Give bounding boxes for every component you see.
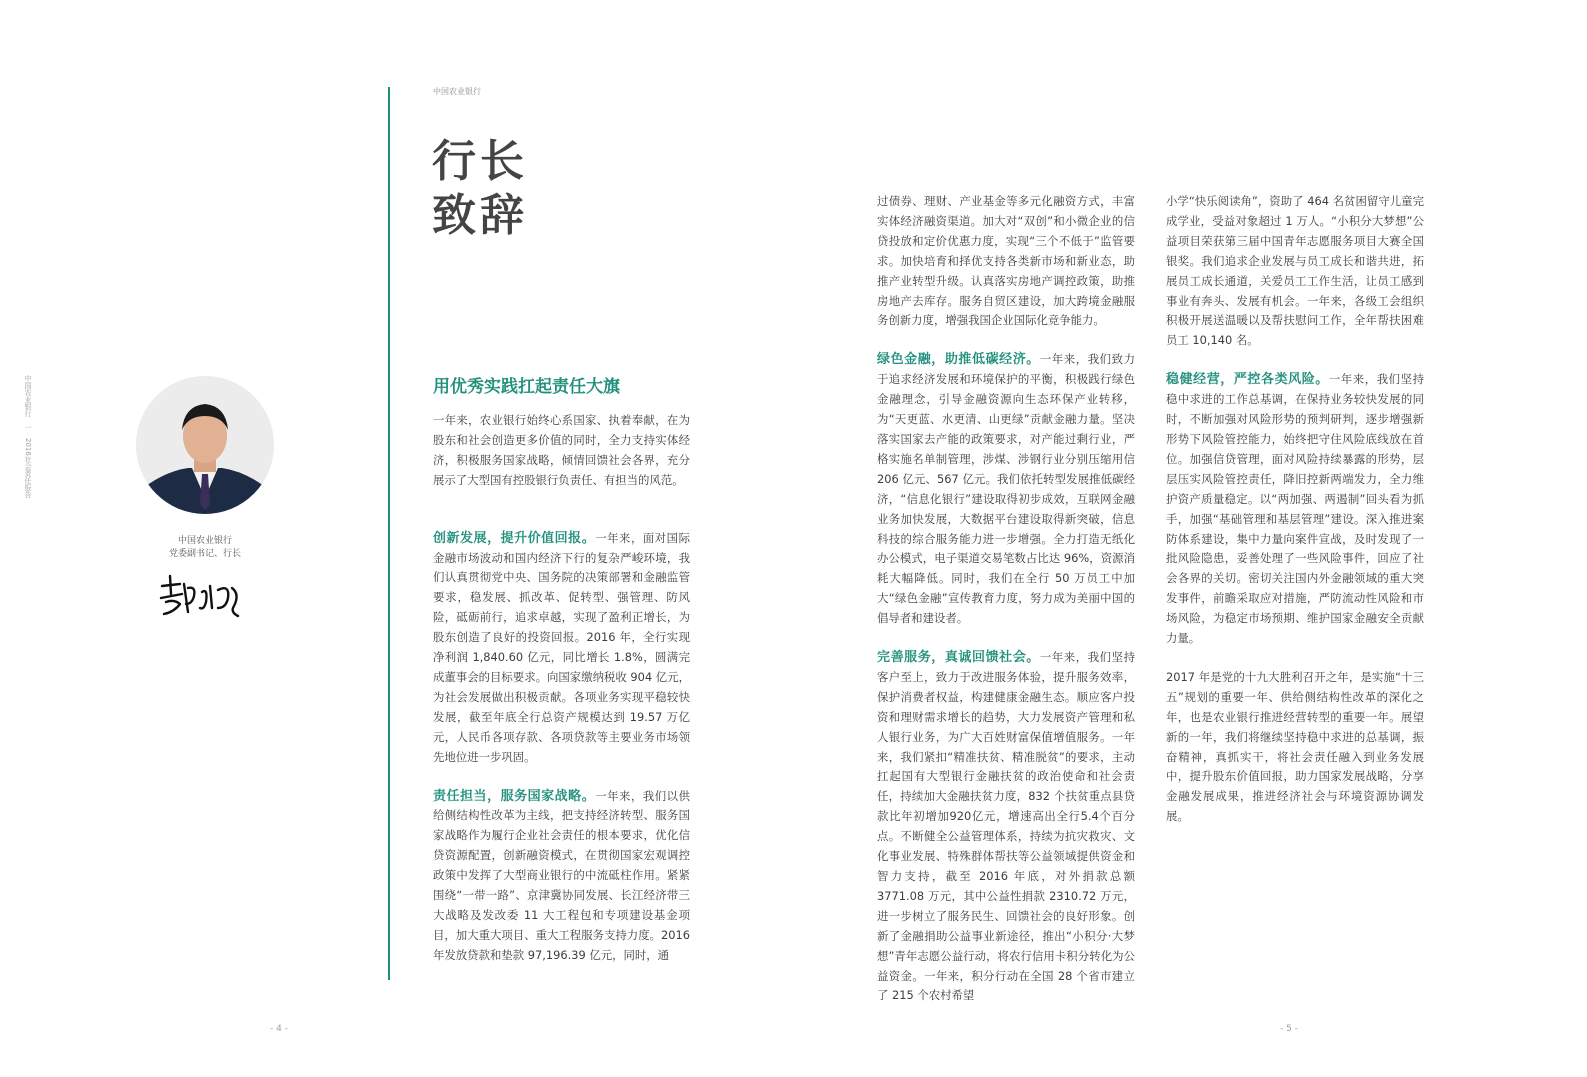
heading-green: 绿色金融，助推低碳经济。: [877, 352, 1040, 368]
brand-label: 中国农业银行: [433, 87, 481, 96]
heading-duty: 责任担当，服务国家战略。: [433, 788, 596, 804]
intro-paragraph: 一年来，农业银行始终心系国家、执着奉献，在为股东和社会创造更多价值的同时，全力支持实体经济，积极服务国家战略，倾情回馈社会各界，充分展示了大型国有控股银行负责任、有担当的风范。: [433, 413, 690, 487]
paragraph-outlook: 2017 年是党的十九大胜利召开之年，是实施“十三五”规划的重要一年、供给侧结构性改革的深化之年，也是农业银行推进经营转型的重要一年。展望新的一年，我们将继续坚持稳中求进的总基调，振奋精神，真抓实干，将社会责任融入到业务发展中，提升股东价值回报，助力国家发展战略，分享金融发展成果，推进经济社会与环境资源协调发展。: [1166, 669, 1424, 824]
accent-divider: [388, 87, 390, 980]
paragraph-duty-continued: 过债券、理财、产业基金等多元化融资方式，丰富实体经济融资渠道。加大对“双创”和小微企业的信贷投放和定价优惠力度，实现“三个不低于”监管要求。加快培育和择优支持各类新市场和新业态，助推产业转型升级。认真落实房地产调控政策，助推房地产去库存。服务自贸区建设，加大跨境金融服务创新力度，增强我国企业国际化竞争能力。: [877, 194, 1135, 328]
column-1: [433, 411, 690, 985]
body-risk: 一年来，我们坚持稳中求进的工作总基调，在保持业务较快发展的同时，不断加强对风险形势的预判研判，逐步增强新形势下风险管控能力，始终把守住风险底线放在首位。加强信贷管理，面对风险持续暴露的形势，层层压实风险管控责任，降旧控新两端发力，全力维护资产质量稳定。以“两加强、两遏制”回头看为抓手，加强“基础管理和基层管理”建设。深入推进案防体系建设，集中力量向案件宣战，及时发现了一批风险隐患，妥善处理了一些风险事件，回应了社会各界的关切。密切关注国内外金融领域的重大突发事件，前瞻采取应对措施，严防流动性风险和市场风险，为稳定市场预期、维护国家金融安全贡献力量。: [1166, 372, 1424, 646]
paragraph-service-continued: 小学“快乐阅读角”，资助了 464 名贫困留守儿童完成学业，受益对象超过 1 万人。“小积分大梦想”公益项目荣获第三届中国青年志愿服务项目大赛全国银奖。我们追求企业发展与员工成长和谐共进，拓展员工成长通道，关爱员工工作生活，让员工感到事业有奔头、发展有机会。一年来，各级工会组织积极开展送温暖以及帮扶慰问工作，全年帮扶困难员工 10,140 名。: [1166, 194, 1424, 348]
paragraph-duty: [433, 787, 690, 966]
heading-service: 完善服务，真诚回馈社会。: [877, 650, 1040, 666]
body-service: 一年来，我们坚持客户至上，致力于改进服务体验，提升服务效率，保护消费者权益，构建健康金融生态。顺应客户投资和理财需求增长的趋势，大力发展资产管理和私人银行业务，为广大百姓财富保值增值服务。一年来，我们紧扣“精准扶贫、精准脱贫”的要求，主动扛起国有大型银行金融扶贫的政治使命和社会责任，持续加大金融扶贫力度，832 个扶贫重点县贷款比年初增加920亿元，增速高出全行5.4个百分点。不断健全公益管理体系，持续为抗灾救灾、文化事业发展、特殊群体帮扶等公益领域提供资金和智力支持，截至 2016 年底，对外捐款总额 3771.08 万元，其中公益性捐款 2310.72 万元，进一步树立了服务民生、回馈社会的良好形象。创新了金融捐助公益事业新途径，推出“小积分·大梦想”青年志愿公益行动，将农行信用卡积分转化为公益资金。一年来，积分行动在全国 28 个省市建立了 215 个农村希望: [877, 650, 1135, 1003]
title-line-1: 行长: [432, 136, 528, 187]
paragraph-innovation: [433, 529, 690, 768]
section-title: 用优秀实践扛起责任大旗: [433, 377, 620, 397]
heading-risk: 稳健经营，严控各类风险。: [1166, 372, 1329, 388]
page-title: [432, 135, 528, 243]
page-number-right: - 5 -: [1280, 1024, 1298, 1034]
body-duty: 一年来，我们以供给侧结构性改革为主线，把支持经济转型、服务国家战略作为履行企业社会责任的根本要求，优化信贷资源配置，创新融资模式，在贯彻国家宏观调控政策中发挥了大型商业银行的中流砥柱作用。紧紧围绕“一带一路”、京津冀协同发展、长江经济带三大战略及发改委 11 大工程包和专项建设基金项目，加大重大项目、重大工程服务支持力度。2016 年发放贷款和垫款 97,196.39 亿元，同时，通: [433, 788, 690, 962]
heading-innovation: 创新发展，提升价值回报。: [433, 530, 596, 546]
column-2: [877, 192, 1135, 1025]
signature: [158, 572, 248, 628]
paragraph-risk: [1166, 370, 1424, 649]
president-portrait: [136, 376, 274, 514]
paragraph-green: [877, 350, 1135, 629]
body-innovation: 一年来，面对国际金融市场波动和国内经济下行的复杂严峻环境，我们认真贯彻党中央、国务院的决策部署和金融监管要求，稳发展、抓改革、促转型、强管理、防风险，砥砺前行，追求卓越，实现了盈利正增长，为股东创造了良好的投资回报。2016 年，全行实现净利润 1,840.60 亿元，同比增长 1.8%，圆满完成董事会的目标要求。向国家缴纳税收 904 亿元，为社会发展做出积极贡献。各项业务实现平稳较快发展，截至年底全行总资产规模达到 19.57 万亿元，人民币各项存款、各项贷款等主要业务市场领先地位进一步巩固。: [433, 530, 690, 764]
page-number-left: - 4 -: [270, 1024, 288, 1034]
body-green: 一年来，我们致力于追求经济发展和环境保护的平衡，积极践行绿色金融理念，引导金融资源向生态环保产业转移，为“天更蓝、水更清、山更绿”贡献金融力量。坚决落实国家去产能的政策要求，对产能过剩行业，严格实施名单制管理，涉煤、涉钢行业分别压缩用信 206 亿元、567 亿元。我们依托转型发展推低碳经济，“信息化银行”建设取得初步成效，互联网金融业务加快发展，大数据平台建设取得新突破，信息科技的综合服务能力进一步增强。全力打造无纸化办公模式，电子渠道交易笔数占比达 96%，资源消耗大幅降低。同时，我们在全行 50 万员工中加大“绿色金融”宣传教育力度，努力成为美丽中国的倡导者和建设者。: [877, 352, 1135, 626]
paragraph-service: [877, 648, 1135, 1006]
caption-org: 中国农业银行: [177, 536, 232, 546]
caption-role: 党委副书记、行长: [168, 549, 241, 559]
title-line-2: 致辞: [432, 190, 528, 241]
column-3: [1166, 192, 1424, 846]
sidebar-vertical-label: 中国农业银行 一 2016社会责任报告: [24, 375, 32, 498]
